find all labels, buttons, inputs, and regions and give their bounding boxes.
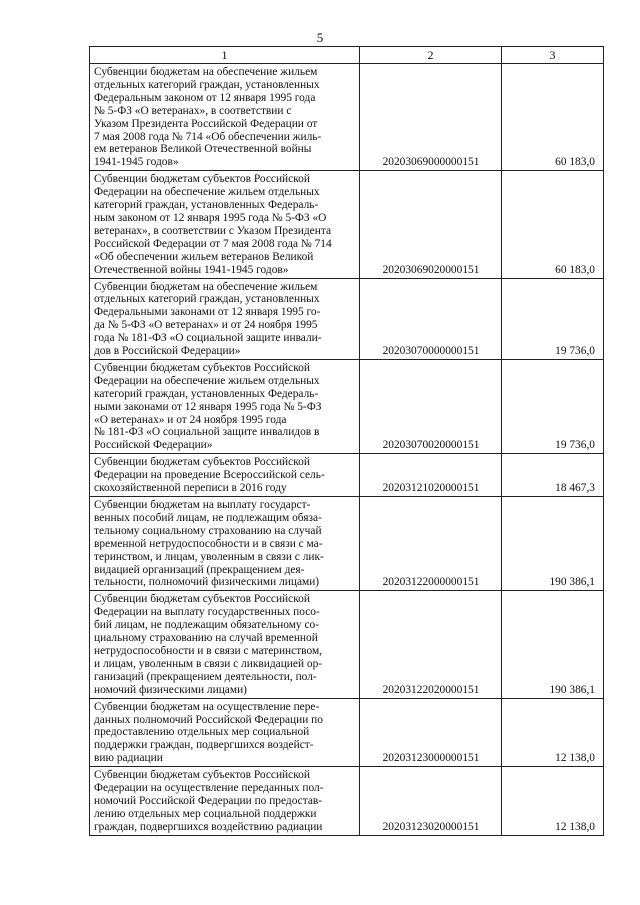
description-line: № 5-ФЗ «О ветеранах», в соответствии с (94, 104, 292, 117)
description-line: Российской Федерации от 7 мая 2008 года № 714 (94, 237, 332, 250)
description-line: Субвенции бюджетам субъектов Российской (94, 593, 310, 606)
description-line: Указом Президента Российской Федерации от (94, 117, 318, 130)
description-line: Субвенции бюджетам на обеспечение жильем (94, 66, 318, 78)
description-line: видацией организаций (прекращением дея- (94, 563, 305, 576)
description-line: года № 181-ФЗ «О социальной защите инвали- (94, 332, 322, 345)
amount: 190 386,1 (502, 591, 604, 698)
description-line: Субвенции бюджетам на выплату государст- (94, 499, 311, 511)
description-line: Федеральным законом от 12 января 1995 года (94, 91, 316, 104)
description-line: граждан, подвергшихся воздействию радиации (94, 820, 323, 833)
description-line: дов в Российской Федерации» (94, 345, 241, 358)
description-line: лению отдельных мер социальной поддержки (94, 807, 317, 820)
description-line: Отечественной войны 1941-1945 годов» (94, 263, 289, 276)
table-row (90, 64, 604, 171)
column-header-1: 1 (90, 47, 360, 64)
row-description (90, 359, 360, 453)
description-line: тельному социальному страхованию на случай (94, 524, 322, 537)
description-line: скохозяйственной переписи в 2016 году (94, 482, 287, 495)
description-line: ганизаций (прекращением деятельности, пол- (94, 670, 317, 683)
budget-code: 20203069000000151 (360, 64, 502, 171)
budget-code: 20203122020000151 (360, 591, 502, 698)
description-line: венных пособий лицам, не подлежащим обяза- (94, 511, 322, 524)
table-row (90, 591, 604, 698)
table-row (90, 454, 604, 497)
description-line: «Об обеспечении жильем ветеранов Великой (94, 250, 314, 263)
description-line: вию радиации (94, 752, 163, 765)
amount: 60 183,0 (502, 64, 604, 171)
description-line: поддержки граждан, подвергшихся воздейст- (94, 739, 314, 752)
description-line: категорий граждан, установленных Федераль- (94, 387, 319, 400)
description-line: ным законом от 12 января 1995 года № 5-ФЗ «О (94, 211, 327, 224)
row-description (90, 64, 360, 171)
description-line: Субвенции бюджетам субъектов Российской (94, 769, 310, 782)
description-line: № 181-ФЗ «О социальной защите инвалидов в (94, 426, 320, 439)
description-line: ными законами от 12 января 1995 года № 5-ФЗ (94, 400, 322, 413)
amount: 190 386,1 (502, 497, 604, 591)
description-line: 7 мая 2008 года № 714 «Об обеспечении жиль- (94, 130, 322, 143)
budget-code: 20203123000000151 (360, 698, 502, 767)
budget-code: 20203069020000151 (360, 171, 502, 278)
budget-code: 20203123020000151 (360, 767, 502, 836)
row-description (90, 278, 360, 359)
description-line: и лицам, уволенным в связи с ликвидацией ор- (94, 657, 323, 670)
description-line: Субвенции бюджетам на осуществление пере- (94, 700, 320, 713)
description-line: Федерации на обеспечение жильем отдельных (94, 186, 320, 199)
description-line: нетрудоспособности и в связи с материнством, (94, 644, 323, 657)
row-description (90, 497, 360, 591)
description-line: номочий Российской Федерации по предостав- (94, 794, 323, 807)
budget-code: 20203122000000151 (360, 497, 502, 591)
description-line: Субвенции бюджетам субъектов Российской (94, 173, 310, 186)
description-line: ем ветеранов Великой Отечественной войны (94, 143, 312, 156)
amount: 12 138,0 (502, 698, 604, 767)
description-line: Федерации на обеспечение жильем отдельных (94, 374, 320, 387)
description-line: «О ветеранах» и от 24 ноября 1995 года (94, 413, 287, 426)
column-header-3: 3 (502, 47, 604, 64)
amount: 60 183,0 (502, 171, 604, 278)
budget-code: 20203121020000151 (360, 454, 502, 497)
description-line: Федерации на выплату государственных посо- (94, 606, 320, 619)
description-line: отдельных категорий граждан, установленных (94, 293, 320, 306)
amount: 18 467,3 (502, 454, 604, 497)
description-line: Субвенции бюджетам на обеспечение жильем (94, 280, 318, 293)
row-description (90, 767, 360, 836)
amount: 12 138,0 (502, 767, 604, 836)
description-line: тельности, полномочий физическими лицами) (94, 576, 320, 589)
description-line: Субвенции бюджетам субъектов Российской (94, 456, 310, 469)
table-row (90, 278, 604, 359)
table-header-row (90, 47, 604, 64)
description-line: категорий граждан, установленных Федераль- (94, 199, 319, 212)
description-line: 1941-1945 годов» (94, 156, 179, 169)
description-line: Субвенции бюджетам субъектов Российской (94, 361, 310, 374)
description-line: теринством, и лицам, уволенным в связи с лик- (94, 550, 324, 563)
amount: 19 736,0 (502, 359, 604, 453)
column-header-2: 2 (360, 47, 502, 64)
description-line: Российской Федерации» (94, 439, 213, 452)
description-line: Федерации на осуществление переданных пол- (94, 782, 324, 795)
description-line: Федерации на проведение Всероссийской сель- (94, 469, 325, 482)
budget-code: 20203070000000151 (360, 278, 502, 359)
amount: 19 736,0 (502, 278, 604, 359)
budget-code: 20203070020000151 (360, 359, 502, 453)
description-line: данных полномочий Российской Федерации по (94, 713, 323, 726)
row-description (90, 591, 360, 698)
budget-table (89, 46, 604, 836)
table-row (90, 171, 604, 278)
description-line: Федеральными законами от 12 января 1995 го- (94, 306, 321, 319)
table-row (90, 497, 604, 591)
description-line: да № 5-ФЗ «О ветеранах» и от 24 ноября 1995 (94, 319, 318, 332)
table-row (90, 767, 604, 836)
description-line: бий лицам, не подлежащим обязательному со- (94, 619, 320, 632)
row-description (90, 698, 360, 767)
page-number: 5 (316, 30, 324, 45)
description-line: отдельных категорий граждан, установленных (94, 78, 320, 91)
description-line: ветеранах», в соответствии с Указом Президента (94, 224, 332, 237)
table-row (90, 698, 604, 767)
description-line: временной нетрудоспособности и в связи с ма- (94, 537, 323, 550)
description-line: предоставлению отдельных мер социальной (94, 726, 310, 739)
row-description (90, 171, 360, 278)
description-line: номочий физическими лицами) (94, 683, 247, 696)
table-row (90, 359, 604, 453)
row-description (90, 454, 360, 497)
description-line: циальному страхованию на случай временной (94, 632, 318, 645)
